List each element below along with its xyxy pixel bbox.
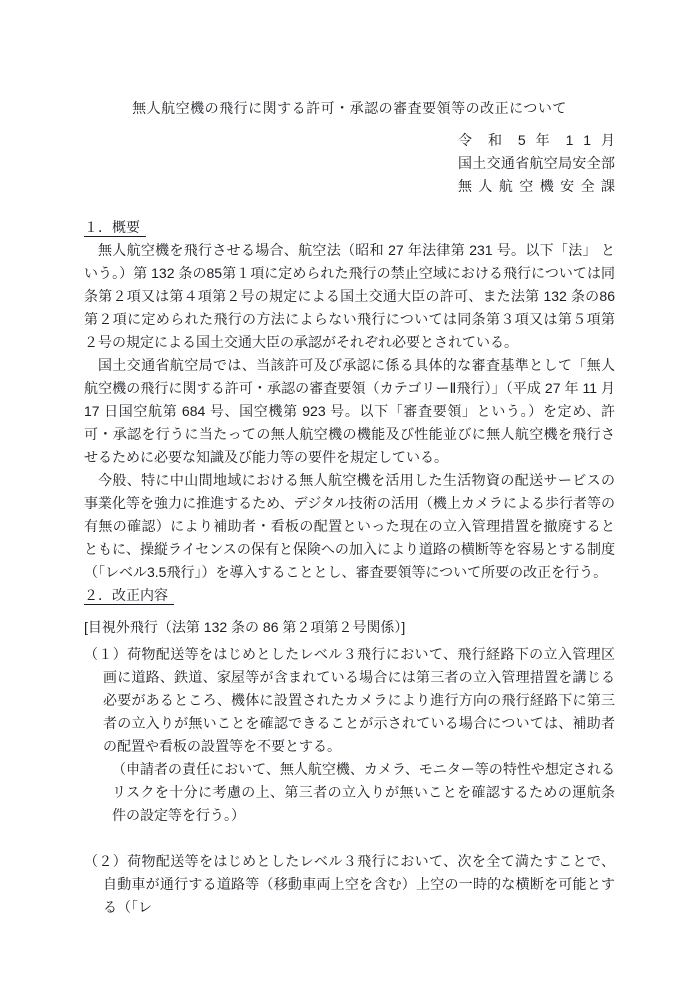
amendment-item-1: （１）荷物配送等をはじめとしたレベル３飛行において、飛行経路下の立入管理区画に道路、鉄道、家屋等が含まれている場合には第三者の立入管理措置を講じる必要があるところ、機体に設置されたカメラにより進行方向の飛行経路下に第三者の立入りが無いことを確認できることが示されている場合については、補助者の配置や看板の設置等を不要とする。 (84, 646, 615, 754)
amendment-item-2: （２）荷物配送等をはじめとしたレベル３飛行において、次を全て満たすことで、自動車が通行する道路等（移動車両上空を含む）上空の一時的な横断を可能とする（「レ (84, 853, 615, 915)
section-overview-heading: １．概要 (84, 219, 146, 237)
section-amendments-heading: ２．改正内容 (84, 587, 174, 605)
overview-paragraph-3: 今般、特に中山間地域における無人航空機を活用した生活物資の配送サービスの事業化等を強力に推進するため、デジタル技術の活用（機上カメラによる歩行者等の有無の確認）により補助者・看板の配置といった現在の立入管理措置を撤廃するとともに、操縦ライセンスの保有と保険への加入により道路の横断等を容易とする制度（「レベル3.5飛行」）を導入することとし、審査要領等について所要の改正を行う。 (84, 472, 615, 580)
meta-department: 国土交通省航空局安全部 (458, 155, 615, 171)
meta-date: 令 和 5 年 1 1 月 (458, 132, 615, 148)
amendment-item-1-note: （申請者の責任において、無人航空機、カメラ、モニター等の特性や想定されるリスクを十分に考慮の上、第三者の立入りが無いことを確認するための運航条件の設定等を行う。） (112, 761, 615, 823)
document-meta (84, 129, 615, 198)
section-overview (84, 216, 615, 584)
amendments-category-line: [目視外飛行（法第 132 条の 86 第２項第２号関係）] (84, 619, 406, 635)
document-title: 無人航空機の飛行に関する許可・承認の審査要領等の改正について (132, 100, 567, 116)
section-amendments (84, 584, 615, 919)
document-content (84, 0, 615, 919)
section-overview-heading-row (84, 216, 615, 239)
section-amendments-heading-row (84, 584, 615, 607)
overview-paragraph-2: 国土交通省航空局では、当該許可及び承認に係る具体的な審査基準として「無人航空機の飛行に関する許可・承認の審査要領（カテゴリーⅡ飛行）」（平成 27 年 11 月 17 日国空航第 684 号、国空機第 923 号。以下「審査要領」という。）を定め、許可・承認を行うに当たっての無人航空機の機能及び性能並びに無人航空機を飛行させるために必要な知識及び能力等の要件を規定している。 (84, 357, 615, 465)
meta-division: 無 人 航 空 機 安 全 課 (458, 178, 615, 194)
overview-paragraph-1: 無人航空機を飛行させる場合、航空法（昭和 27 年法律第 231 号。以下「法」 という。）第 132 条の85第１項に定められた飛行の禁止空域における飛行については同条第２項又は第４項第２号の規定による国土交通大臣の許可、また法第 132 条の86第２項に定められた飛行の方法によらない飛行については同条第３項又は第５項第２号の規定による国土交通大臣の承認がそれぞれ必要とされている。 (84, 242, 615, 350)
